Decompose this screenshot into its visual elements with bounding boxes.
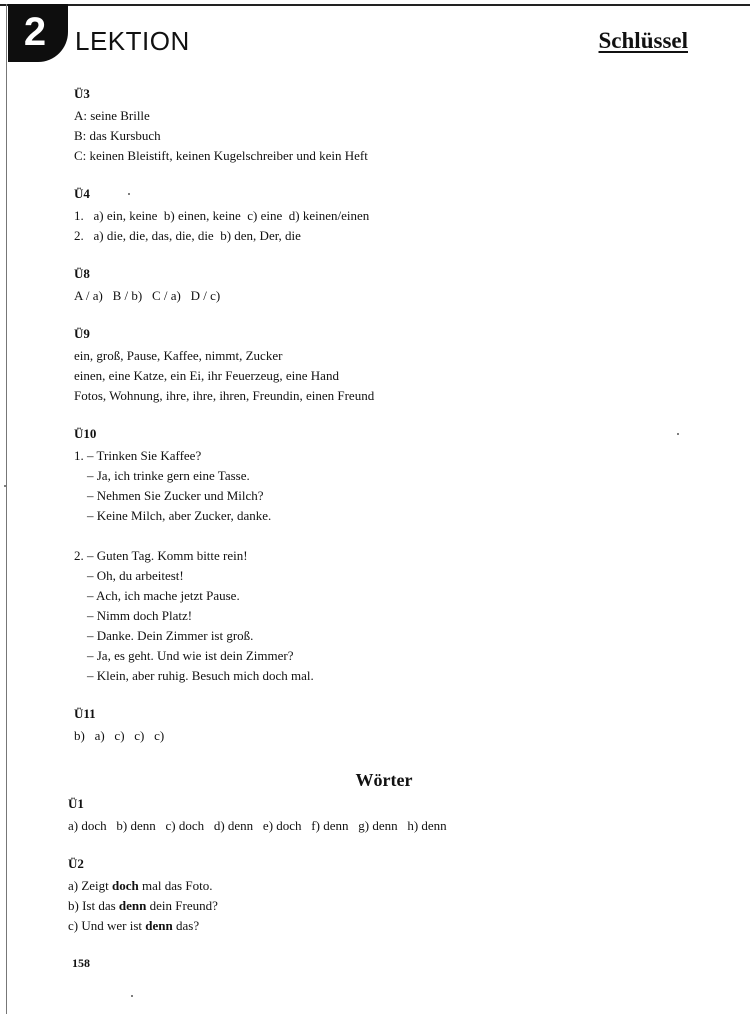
- exercise-label: Ü3: [74, 86, 90, 101]
- answer-line: [68, 896, 714, 916]
- section-title: Schlüssel: [598, 28, 688, 53]
- scan-speck: [677, 433, 679, 435]
- exercise-label: Ü4: [74, 186, 90, 201]
- dialogue-line: – Nehmen Sie Zucker und Milch?: [87, 488, 264, 503]
- dialogue-line: – Ach, ich mache jetzt Pause.: [87, 588, 240, 603]
- answer-line: [68, 916, 714, 936]
- exercise-label: Ü11: [74, 706, 96, 721]
- exercise-u11: [74, 704, 714, 746]
- exercise-label: Ü1: [68, 796, 84, 811]
- sentence-part: c) Und wer ist: [68, 918, 146, 933]
- answer-line: 1. a) ein, keine b) einen, keine c) eine d) keinen/einen: [74, 208, 370, 223]
- sentence-part: das?: [172, 918, 200, 933]
- top-rule: [0, 4, 750, 6]
- answer-line: B: das Kursbuch: [74, 128, 161, 143]
- sentence-part: mal das Foto.: [138, 878, 213, 893]
- answer-line: a) doch b) denn c) doch d) denn e) doch f) denn g) denn h) denn: [68, 818, 447, 833]
- particle-word: denn: [145, 918, 173, 933]
- spacer: [74, 526, 714, 546]
- particle-word: doch: [112, 878, 139, 893]
- exercise-label: Ü2: [68, 856, 84, 871]
- answer-line: C: keinen Bleistift, keinen Kugelschreiber und kein Heft: [74, 148, 368, 163]
- sentence-part: a) Zeigt: [68, 878, 113, 893]
- scan-speck: [4, 485, 6, 487]
- sentence-part: b) Ist das: [68, 898, 119, 913]
- exercise-u10: [74, 424, 714, 686]
- dialogue-line: – Keine Milch, aber Zucker, danke.: [87, 508, 272, 523]
- woerter-heading: Wörter: [355, 770, 413, 790]
- dialogue-line: 1. – Trinken Sie Kaffee?: [74, 448, 202, 463]
- lesson-heading: LEKTION: [75, 26, 190, 56]
- sentence-part: dein Freund?: [146, 898, 218, 913]
- woerter-u1: [68, 794, 714, 836]
- dialogue-line: 2. – Guten Tag. Komm bitte rein!: [74, 548, 248, 563]
- scan-speck: [128, 193, 130, 195]
- exercise-u8: [74, 264, 714, 306]
- dialogue-line: – Danke. Dein Zimmer ist groß.: [87, 628, 254, 643]
- dialogue-line: – Nimm doch Platz!: [87, 608, 193, 623]
- exercise-label: Ü8: [74, 266, 90, 281]
- page-number: 158: [72, 956, 90, 970]
- dialogue-line: – Klein, aber ruhig. Besuch mich doch mal.: [87, 668, 314, 683]
- answer-line: A / a) B / b) C / a) D / c): [74, 288, 221, 303]
- answer-line: Fotos, Wohnung, ihre, ihre, ihren, Freundin, einen Freund: [74, 388, 375, 403]
- answer-line: b) a) c) c) c): [74, 728, 165, 743]
- particle-word: denn: [118, 898, 147, 913]
- dialogue-line: – Oh, du arbeitest!: [87, 568, 184, 583]
- lesson-number-badge: 2: [8, 4, 68, 62]
- exercise-u3: [74, 84, 714, 166]
- dialogue-line: – Ja, es geht. Und wie ist dein Zimmer?: [87, 648, 294, 663]
- answer-line: [68, 876, 714, 896]
- exercise-u4: [74, 184, 714, 246]
- left-margin-rule: [6, 4, 7, 1014]
- exercise-label: Ü10: [74, 426, 97, 441]
- answer-line: A: seine Brille: [74, 108, 150, 123]
- answer-line: 2. a) die, die, das, die, die b) den, Der, die: [74, 228, 301, 243]
- answer-key-content: [68, 84, 714, 936]
- scan-speck: [131, 995, 133, 997]
- exercise-u9: [74, 324, 714, 406]
- answer-line: einen, eine Katze, ein Ei, ihr Feuerzeug, eine Hand: [74, 368, 339, 383]
- answer-line: ein, groß, Pause, Kaffee, nimmt, Zucker: [74, 348, 283, 363]
- dialogue-line: – Ja, ich trinke gern eine Tasse.: [87, 468, 250, 483]
- woerter-u2: [68, 854, 714, 936]
- exercise-label: Ü9: [74, 326, 90, 341]
